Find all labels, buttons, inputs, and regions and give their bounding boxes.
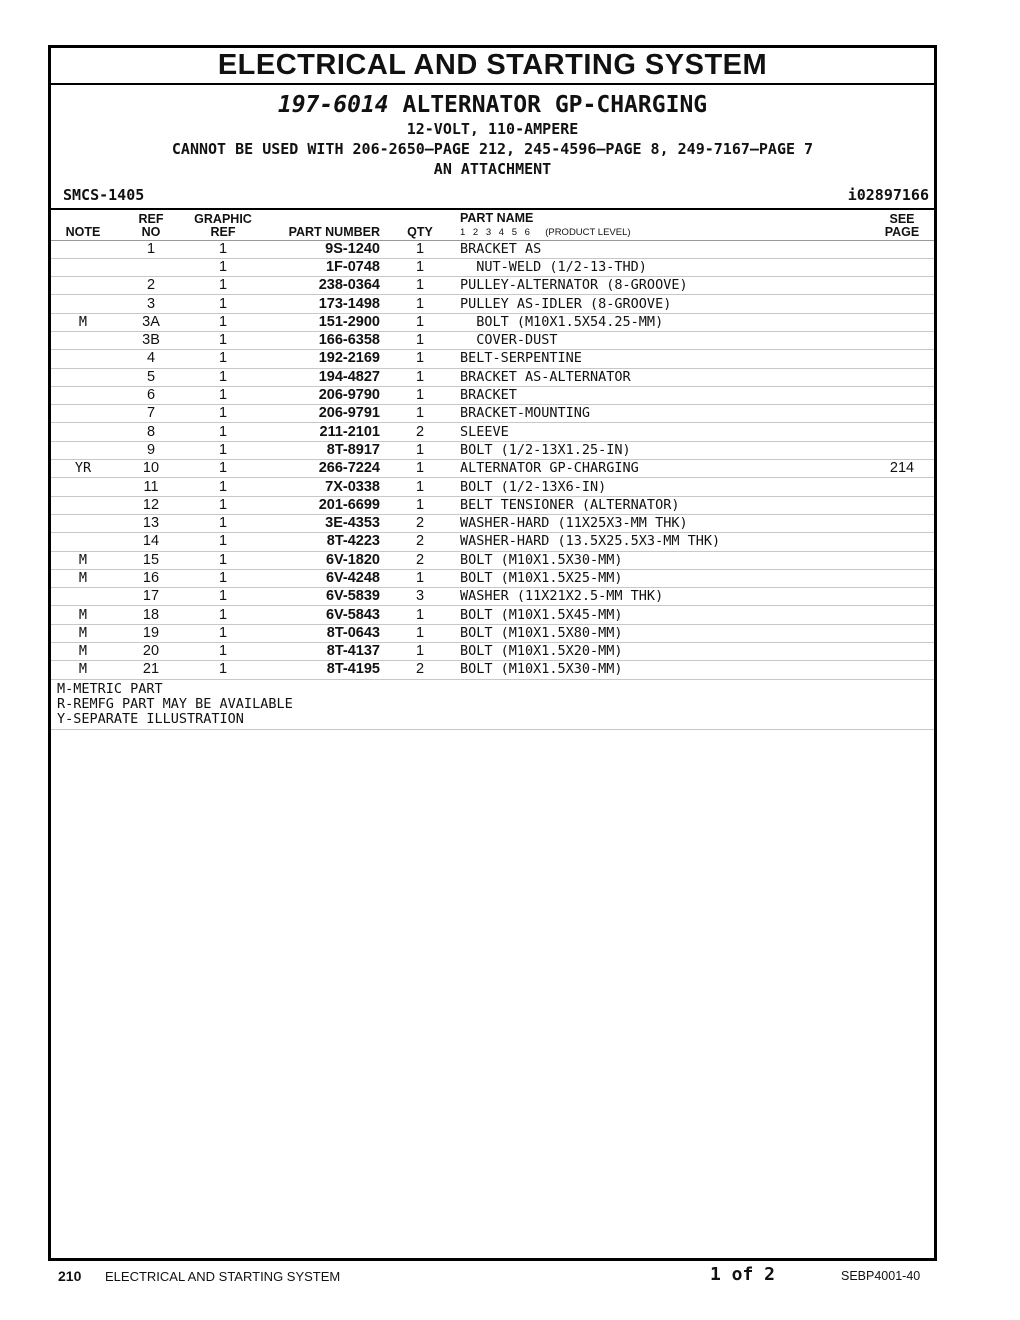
table-row (51, 258, 934, 276)
ref-no-cell (115, 258, 187, 276)
qty-cell: 1 (415, 478, 425, 495)
col-note: NOTE (65, 224, 101, 239)
note-remfg: R-REMFG PART MAY BE AVAILABLE (57, 695, 293, 712)
part-name-cell: SLEEVE (460, 423, 509, 440)
see-page-cell (870, 386, 934, 404)
see-page-cell (870, 514, 934, 532)
note-cell (51, 368, 115, 386)
graphic-ref-cell: 1 (218, 277, 228, 294)
table-row (51, 441, 934, 459)
graphic-ref-cell: 1 (218, 387, 228, 404)
group-name: ALTERNATOR GP-CHARGING (402, 92, 708, 118)
graphic-ref-cell: 1 (218, 643, 228, 660)
see-page-cell (870, 423, 934, 441)
group-restriction-line: CANNOT BE USED WITH 206-2650—PAGE 212, 245-4596—PAGE 8, 249-7167—PAGE 7 (171, 140, 814, 158)
note-cell (51, 423, 115, 441)
table-row (51, 331, 934, 349)
part-name-cell: BOLT (M10X1.5X54.25-MM) (460, 313, 664, 330)
part-number-cell: 266-7224 (318, 460, 380, 477)
ref-no-cell: 16 (142, 569, 160, 586)
note-cell (51, 441, 115, 459)
note-cell: M (78, 313, 88, 330)
see-page-cell (870, 478, 934, 496)
qty-cell: 1 (415, 240, 425, 257)
col-ref-no: REF NO (138, 211, 164, 239)
part-number-cell: 166-6358 (318, 332, 380, 349)
part-name-cell: BOLT (1/2-13X1.25-IN) (460, 441, 631, 458)
qty-cell: 2 (415, 515, 425, 532)
note-cell: M (78, 643, 88, 660)
part-name-cell: WASHER-HARD (13.5X25.5X3-MM THK) (460, 533, 721, 550)
ref-no-cell: 9 (146, 441, 156, 458)
table-row (51, 496, 934, 514)
see-page-cell (870, 277, 934, 295)
part-name-cell: BOLT (1/2-13X6-IN) (460, 478, 607, 495)
smcs-code: SMCS-1405 (63, 186, 145, 204)
see-page-cell (870, 240, 934, 258)
note-cell (51, 350, 115, 368)
part-name-cell: BOLT (M10X1.5X25-MM) (460, 569, 623, 586)
footer-title: ELECTRICAL AND STARTING SYSTEM (105, 1269, 341, 1284)
part-number-cell: 6V-5843 (325, 606, 380, 623)
table-row (51, 624, 934, 642)
graphic-ref-cell: 1 (218, 313, 228, 330)
ref-no-cell: 14 (142, 533, 160, 550)
qty-cell: 1 (415, 643, 425, 660)
part-number-cell: 6V-4248 (325, 569, 380, 586)
ref-no-cell: 11 (143, 478, 159, 495)
part-name-cell: BOLT (M10X1.5X30-MM) (460, 661, 623, 678)
ref-no-cell: 2 (146, 277, 156, 294)
table-row (51, 569, 934, 587)
ref-no-cell: 5 (146, 368, 156, 385)
table-row (51, 423, 934, 441)
note-cell (51, 514, 115, 532)
qty-cell: 1 (415, 496, 425, 513)
part-number-cell: 6V-1820 (325, 551, 380, 568)
ref-no-cell: 19 (142, 624, 160, 641)
note-cell (51, 533, 115, 551)
table-row (51, 295, 934, 313)
qty-cell: 1 (415, 295, 425, 312)
graphic-ref-cell: 1 (218, 295, 228, 312)
note-cell (51, 240, 115, 258)
ref-no-cell: 3A (142, 313, 160, 330)
qty-cell: 1 (415, 624, 425, 641)
note-cell (51, 588, 115, 606)
part-number-cell: 211-2101 (319, 423, 380, 440)
table-row (51, 478, 934, 496)
graphic-ref-cell: 1 (218, 551, 228, 568)
note-cell (51, 331, 115, 349)
part-number-cell: 8T-4223 (326, 533, 380, 550)
page-footer (0, 1262, 1020, 1292)
graphic-ref-cell: 1 (218, 569, 228, 586)
part-number-cell: 151-2900 (318, 313, 380, 330)
graphic-ref-cell: 1 (218, 441, 228, 458)
part-number-cell: 194-4827 (318, 368, 380, 385)
sheet-indicator: 1 of 2 (710, 1264, 776, 1285)
part-number-cell: 9S-1240 (325, 240, 380, 257)
part-number-cell: 173-1498 (318, 295, 380, 312)
part-name-cell: BOLT (M10X1.5X30-MM) (460, 551, 623, 568)
qty-cell: 1 (415, 460, 425, 477)
part-name-cell: WASHER (11X21X2.5-MM THK) (460, 588, 664, 605)
col-see-page: SEE PAGE (884, 211, 920, 239)
note-cell (51, 478, 115, 496)
note-metric: M-METRIC PART (57, 680, 163, 697)
qty-cell: 1 (415, 569, 425, 586)
part-number-cell: 8T-0643 (326, 624, 380, 641)
part-name-cell: BOLT (M10X1.5X45-MM) (460, 606, 623, 623)
table-row (51, 240, 934, 258)
table-row (51, 350, 934, 368)
note-separate-illustration: Y-SEPARATE ILLUSTRATION (57, 710, 244, 727)
illustration-id: i02897166 (847, 186, 929, 204)
note-cell (51, 496, 115, 514)
qty-cell: 2 (415, 661, 425, 678)
note-cell: YR (74, 460, 92, 477)
see-page-cell (870, 643, 934, 661)
ref-no-cell: 6 (146, 387, 156, 404)
see-page-cell (870, 624, 934, 642)
ref-no-cell: 3B (142, 332, 160, 349)
col-qty: QTY (407, 224, 433, 239)
ref-no-cell: 7 (146, 405, 156, 422)
qty-cell: 1 (415, 277, 425, 294)
qty-cell: 1 (415, 387, 425, 404)
see-page-cell (870, 606, 934, 624)
group-part-number: 197-6014 (277, 92, 389, 118)
part-number-cell: 8T-8917 (326, 441, 380, 458)
part-name-cell: BOLT (M10X1.5X20-MM) (460, 643, 623, 660)
document-id: SEBP4001-40 (841, 1269, 921, 1283)
part-number-cell: 201-6699 (318, 496, 380, 513)
table-row (51, 514, 934, 532)
graphic-ref-cell: 1 (218, 588, 228, 605)
graphic-ref-cell: 1 (218, 423, 228, 440)
part-number-cell: 8T-4137 (326, 643, 380, 660)
part-number-cell: 3E-4353 (325, 515, 380, 532)
note-cell: M (78, 606, 88, 623)
qty-cell: 3 (415, 588, 425, 605)
part-name-cell: BRACKET AS (460, 240, 542, 257)
qty-cell: 1 (415, 258, 425, 275)
graphic-ref-cell: 1 (218, 533, 228, 550)
qty-cell: 2 (415, 533, 425, 550)
see-page-cell (870, 368, 934, 386)
part-number-cell: 206-9790 (318, 387, 380, 404)
note-cell (51, 405, 115, 423)
note-cell: M (78, 661, 88, 678)
qty-cell: 1 (415, 332, 425, 349)
see-page-cell (870, 533, 934, 551)
col-part-name: PART NAME 1 2 3 4 5 6 (PRODUCT LEVEL) (460, 210, 631, 238)
group-heading (51, 85, 934, 179)
table-row (51, 460, 934, 478)
note-cell: M (78, 569, 88, 586)
part-name-cell: BRACKET-MOUNTING (460, 405, 591, 422)
note-cell: M (78, 551, 88, 568)
ref-no-cell: 12 (142, 496, 160, 513)
part-name-cell: BRACKET (460, 387, 517, 404)
qty-cell: 1 (415, 441, 425, 458)
part-name-cell: NUT-WELD (1/2-13-THD) (460, 258, 647, 275)
qty-cell: 1 (415, 368, 425, 385)
qty-cell: 1 (415, 313, 425, 330)
part-name-cell: BELT TENSIONER (ALTERNATOR) (460, 496, 680, 513)
system-title: ELECTRICAL AND STARTING SYSTEM (51, 48, 934, 85)
col-part-number: PART NUMBER (288, 224, 380, 239)
note-cell (51, 277, 115, 295)
note-cell (51, 295, 115, 313)
see-page-cell (870, 588, 934, 606)
part-number-cell: 238-0364 (318, 277, 380, 294)
table-row (51, 588, 934, 606)
table-header (51, 210, 934, 240)
table-row (51, 661, 934, 679)
part-number-cell: 206-9791 (318, 405, 380, 422)
graphic-ref-cell: 1 (218, 624, 228, 641)
ref-no-cell: 8 (146, 423, 156, 440)
table-row (51, 643, 934, 661)
part-name-cell: PULLEY-ALTERNATOR (8-GROOVE) (460, 277, 688, 294)
smcs-row (51, 184, 934, 206)
note-cell (51, 386, 115, 404)
table-row (51, 386, 934, 404)
ref-no-cell: 17 (142, 588, 160, 605)
table-row (51, 551, 934, 569)
see-page-cell (870, 551, 934, 569)
ref-no-cell: 15 (142, 551, 160, 568)
see-page-cell (870, 441, 934, 459)
note-cell: M (78, 624, 88, 641)
graphic-ref-cell: 1 (218, 258, 228, 275)
part-number-cell: 192-2169 (318, 350, 380, 367)
group-spec-line: 12-VOLT, 110-AMPERE (406, 120, 579, 138)
see-page-cell (870, 405, 934, 423)
qty-cell: 2 (415, 551, 425, 568)
table-row (51, 277, 934, 295)
graphic-ref-cell: 1 (218, 460, 228, 477)
part-number-cell: 8T-4195 (326, 661, 380, 678)
part-number-cell: 1F-0748 (325, 258, 380, 275)
graphic-ref-cell: 1 (218, 240, 228, 257)
ref-no-cell: 1 (146, 240, 156, 257)
table-row (51, 313, 934, 331)
ref-no-cell: 13 (142, 515, 160, 532)
ref-no-cell: 21 (142, 661, 160, 678)
ref-no-cell: 4 (146, 350, 156, 367)
see-page-cell (870, 496, 934, 514)
notes-legend (51, 680, 934, 730)
graphic-ref-cell: 1 (218, 332, 228, 349)
see-page-cell (870, 313, 934, 331)
part-name-cell: COVER-DUST (460, 332, 558, 349)
table-row (51, 606, 934, 624)
qty-cell: 1 (415, 350, 425, 367)
graphic-ref-cell: 1 (218, 405, 228, 422)
graphic-ref-cell: 1 (218, 606, 228, 623)
page-number: 210 (58, 1268, 82, 1284)
page-frame (48, 45, 937, 1261)
qty-cell: 2 (415, 423, 425, 440)
table-row (51, 405, 934, 423)
see-page-cell (870, 331, 934, 349)
see-page-cell (870, 295, 934, 313)
see-page-cell (870, 350, 934, 368)
part-number-cell: 6V-5839 (325, 588, 380, 605)
col-graphic-ref: GRAPHIC REF (194, 211, 252, 239)
part-number-cell: 7X-0338 (325, 478, 380, 495)
ref-no-cell: 3 (146, 295, 156, 312)
part-name-cell: ALTERNATOR GP-CHARGING (460, 460, 639, 477)
see-page-cell (870, 258, 934, 276)
graphic-ref-cell: 1 (218, 661, 228, 678)
part-name-cell: BOLT (M10X1.5X80-MM) (460, 624, 623, 641)
graphic-ref-cell: 1 (218, 350, 228, 367)
ref-no-cell: 10 (142, 460, 160, 477)
part-name-cell: PULLEY AS-IDLER (8-GROOVE) (460, 295, 672, 312)
graphic-ref-cell: 1 (218, 496, 228, 513)
see-page-cell (870, 569, 934, 587)
ref-no-cell: 18 (142, 606, 160, 623)
note-cell (51, 258, 115, 276)
part-name-cell: WASHER-HARD (11X25X3-MM THK) (460, 515, 688, 532)
part-name-cell: BRACKET AS-ALTERNATOR (460, 368, 631, 385)
part-name-cell: BELT-SERPENTINE (460, 350, 582, 367)
graphic-ref-cell: 1 (218, 478, 228, 495)
table-row (51, 368, 934, 386)
graphic-ref-cell: 1 (218, 515, 228, 532)
group-attachment-line: AN ATTACHMENT (433, 160, 552, 178)
see-page-cell: 214 (889, 460, 915, 477)
qty-cell: 1 (415, 405, 425, 422)
graphic-ref-cell: 1 (218, 368, 228, 385)
parts-table (51, 210, 934, 680)
table-row (51, 533, 934, 551)
ref-no-cell: 20 (142, 643, 160, 660)
group-title (51, 91, 934, 119)
see-page-cell (870, 661, 934, 679)
qty-cell: 1 (415, 606, 425, 623)
